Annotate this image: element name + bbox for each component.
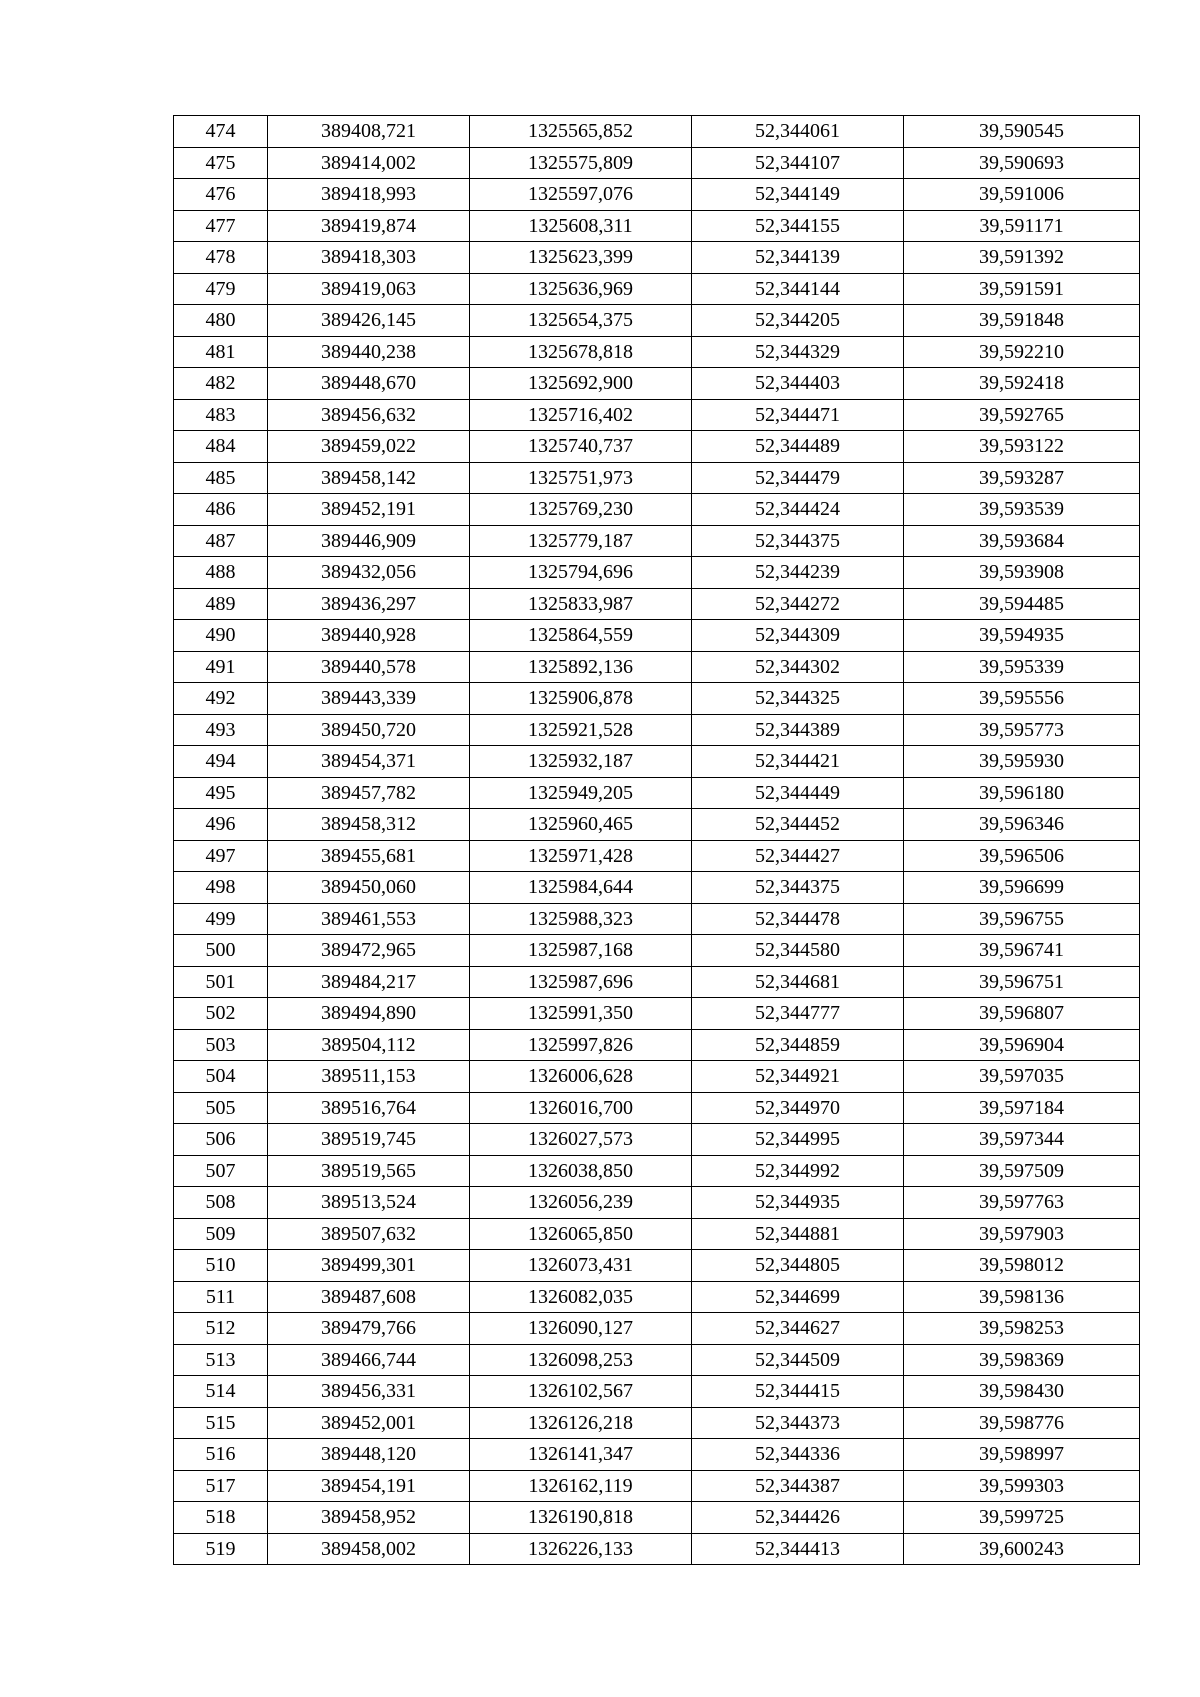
y-coordinate-cell: 1325987,696	[470, 966, 692, 998]
latitude-cell: 52,344107	[692, 147, 904, 179]
y-coordinate-cell: 1325921,528	[470, 714, 692, 746]
x-coordinate-cell: 389484,217	[268, 966, 470, 998]
x-coordinate-cell: 389499,301	[268, 1250, 470, 1282]
longitude-cell: 39,593287	[904, 462, 1140, 494]
point-number-cell: 493	[174, 714, 268, 746]
point-number-cell: 497	[174, 840, 268, 872]
point-number-cell: 488	[174, 557, 268, 589]
table-row	[174, 1250, 1140, 1282]
y-coordinate-cell: 1326082,035	[470, 1281, 692, 1313]
y-coordinate-cell: 1325988,323	[470, 903, 692, 935]
longitude-cell: 39,598136	[904, 1281, 1140, 1313]
table-row	[174, 872, 1140, 904]
table-row	[174, 462, 1140, 494]
table-row	[174, 557, 1140, 589]
point-number-cell: 499	[174, 903, 268, 935]
y-coordinate-cell: 1325906,878	[470, 683, 692, 715]
longitude-cell: 39,597903	[904, 1218, 1140, 1250]
latitude-cell: 52,344478	[692, 903, 904, 935]
point-number-cell: 479	[174, 273, 268, 305]
latitude-cell: 52,344421	[692, 746, 904, 778]
latitude-cell: 52,344424	[692, 494, 904, 526]
x-coordinate-cell: 389458,952	[268, 1502, 470, 1534]
longitude-cell: 39,598012	[904, 1250, 1140, 1282]
latitude-cell: 52,344373	[692, 1407, 904, 1439]
y-coordinate-cell: 1325960,465	[470, 809, 692, 841]
longitude-cell: 39,596904	[904, 1029, 1140, 1061]
longitude-cell: 39,597509	[904, 1155, 1140, 1187]
longitude-cell: 39,595556	[904, 683, 1140, 715]
table-row	[174, 1092, 1140, 1124]
latitude-cell: 52,344489	[692, 431, 904, 463]
y-coordinate-cell: 1326038,850	[470, 1155, 692, 1187]
x-coordinate-cell: 389432,056	[268, 557, 470, 589]
point-number-cell: 500	[174, 935, 268, 967]
x-coordinate-cell: 389458,312	[268, 809, 470, 841]
latitude-cell: 52,344921	[692, 1061, 904, 1093]
x-coordinate-cell: 389494,890	[268, 998, 470, 1030]
point-number-cell: 478	[174, 242, 268, 274]
longitude-cell: 39,595930	[904, 746, 1140, 778]
latitude-cell: 52,344415	[692, 1376, 904, 1408]
y-coordinate-cell: 1326141,347	[470, 1439, 692, 1471]
table-row	[174, 242, 1140, 274]
point-number-cell: 516	[174, 1439, 268, 1471]
y-coordinate-cell: 1325636,969	[470, 273, 692, 305]
table-row	[174, 210, 1140, 242]
latitude-cell: 52,344403	[692, 368, 904, 400]
x-coordinate-cell: 389418,993	[268, 179, 470, 211]
latitude-cell: 52,344859	[692, 1029, 904, 1061]
y-coordinate-cell: 1325932,187	[470, 746, 692, 778]
table-row	[174, 1218, 1140, 1250]
point-number-cell: 509	[174, 1218, 268, 1250]
x-coordinate-cell: 389519,745	[268, 1124, 470, 1156]
longitude-cell: 39,597763	[904, 1187, 1140, 1219]
latitude-cell: 52,344426	[692, 1502, 904, 1534]
table-row	[174, 809, 1140, 841]
table-row	[174, 147, 1140, 179]
x-coordinate-cell: 389408,721	[268, 116, 470, 148]
latitude-cell: 52,344239	[692, 557, 904, 589]
latitude-cell: 52,344309	[692, 620, 904, 652]
x-coordinate-cell: 389511,153	[268, 1061, 470, 1093]
x-coordinate-cell: 389454,371	[268, 746, 470, 778]
latitude-cell: 52,344061	[692, 116, 904, 148]
x-coordinate-cell: 389419,874	[268, 210, 470, 242]
table-row	[174, 399, 1140, 431]
y-coordinate-cell: 1325833,987	[470, 588, 692, 620]
longitude-cell: 39,596751	[904, 966, 1140, 998]
x-coordinate-cell: 389426,145	[268, 305, 470, 337]
latitude-cell: 52,344427	[692, 840, 904, 872]
x-coordinate-cell: 389418,303	[268, 242, 470, 274]
longitude-cell: 39,596807	[904, 998, 1140, 1030]
point-number-cell: 514	[174, 1376, 268, 1408]
point-number-cell: 502	[174, 998, 268, 1030]
longitude-cell: 39,596506	[904, 840, 1140, 872]
longitude-cell: 39,597344	[904, 1124, 1140, 1156]
latitude-cell: 52,344375	[692, 872, 904, 904]
x-coordinate-cell: 389479,766	[268, 1313, 470, 1345]
longitude-cell: 39,598997	[904, 1439, 1140, 1471]
table-row	[174, 903, 1140, 935]
x-coordinate-cell: 389446,909	[268, 525, 470, 557]
table-row	[174, 1155, 1140, 1187]
x-coordinate-cell: 389455,681	[268, 840, 470, 872]
y-coordinate-cell: 1325984,644	[470, 872, 692, 904]
table-row	[174, 525, 1140, 557]
latitude-cell: 52,344992	[692, 1155, 904, 1187]
latitude-cell: 52,344144	[692, 273, 904, 305]
y-coordinate-cell: 1325794,696	[470, 557, 692, 589]
table-row	[174, 1124, 1140, 1156]
point-number-cell: 482	[174, 368, 268, 400]
table-row	[174, 431, 1140, 463]
y-coordinate-cell: 1325597,076	[470, 179, 692, 211]
x-coordinate-cell: 389436,297	[268, 588, 470, 620]
longitude-cell: 39,593908	[904, 557, 1140, 589]
table-row	[174, 588, 1140, 620]
point-number-cell: 519	[174, 1533, 268, 1565]
y-coordinate-cell: 1325608,311	[470, 210, 692, 242]
y-coordinate-cell: 1325864,559	[470, 620, 692, 652]
table-row	[174, 840, 1140, 872]
x-coordinate-cell: 389504,112	[268, 1029, 470, 1061]
x-coordinate-cell: 389457,782	[268, 777, 470, 809]
x-coordinate-cell: 389443,339	[268, 683, 470, 715]
latitude-cell: 52,344155	[692, 210, 904, 242]
latitude-cell: 52,344479	[692, 462, 904, 494]
point-number-cell: 484	[174, 431, 268, 463]
table-row	[174, 1313, 1140, 1345]
point-number-cell: 512	[174, 1313, 268, 1345]
x-coordinate-cell: 389419,063	[268, 273, 470, 305]
latitude-cell: 52,344387	[692, 1470, 904, 1502]
latitude-cell: 52,344325	[692, 683, 904, 715]
x-coordinate-cell: 389440,238	[268, 336, 470, 368]
y-coordinate-cell: 1325575,809	[470, 147, 692, 179]
latitude-cell: 52,344681	[692, 966, 904, 998]
point-number-cell: 481	[174, 336, 268, 368]
y-coordinate-cell: 1326073,431	[470, 1250, 692, 1282]
table-row	[174, 336, 1140, 368]
latitude-cell: 52,344413	[692, 1533, 904, 1565]
x-coordinate-cell: 389458,142	[268, 462, 470, 494]
point-number-cell: 492	[174, 683, 268, 715]
y-coordinate-cell: 1325779,187	[470, 525, 692, 557]
y-coordinate-cell: 1326162,119	[470, 1470, 692, 1502]
y-coordinate-cell: 1326065,850	[470, 1218, 692, 1250]
coordinates-table-body	[174, 116, 1140, 1565]
table-row	[174, 1407, 1140, 1439]
x-coordinate-cell: 389513,524	[268, 1187, 470, 1219]
table-row	[174, 651, 1140, 683]
longitude-cell: 39,591591	[904, 273, 1140, 305]
point-number-cell: 485	[174, 462, 268, 494]
longitude-cell: 39,593122	[904, 431, 1140, 463]
point-number-cell: 505	[174, 1092, 268, 1124]
longitude-cell: 39,591006	[904, 179, 1140, 211]
table-row	[174, 683, 1140, 715]
longitude-cell: 39,593539	[904, 494, 1140, 526]
table-row	[174, 1533, 1140, 1565]
table-row	[174, 935, 1140, 967]
longitude-cell: 39,595773	[904, 714, 1140, 746]
x-coordinate-cell: 389516,764	[268, 1092, 470, 1124]
point-number-cell: 504	[174, 1061, 268, 1093]
point-number-cell: 513	[174, 1344, 268, 1376]
point-number-cell: 507	[174, 1155, 268, 1187]
y-coordinate-cell: 1325971,428	[470, 840, 692, 872]
y-coordinate-cell: 1325716,402	[470, 399, 692, 431]
latitude-cell: 52,344935	[692, 1187, 904, 1219]
y-coordinate-cell: 1325740,737	[470, 431, 692, 463]
point-number-cell: 490	[174, 620, 268, 652]
longitude-cell: 39,592418	[904, 368, 1140, 400]
point-number-cell: 518	[174, 1502, 268, 1534]
point-number-cell: 503	[174, 1029, 268, 1061]
table-row	[174, 777, 1140, 809]
y-coordinate-cell: 1326190,818	[470, 1502, 692, 1534]
x-coordinate-cell: 389461,553	[268, 903, 470, 935]
x-coordinate-cell: 389440,578	[268, 651, 470, 683]
point-number-cell: 477	[174, 210, 268, 242]
y-coordinate-cell: 1325678,818	[470, 336, 692, 368]
longitude-cell: 39,596180	[904, 777, 1140, 809]
x-coordinate-cell: 389487,608	[268, 1281, 470, 1313]
y-coordinate-cell: 1326102,567	[470, 1376, 692, 1408]
y-coordinate-cell: 1325997,826	[470, 1029, 692, 1061]
table-row	[174, 966, 1140, 998]
longitude-cell: 39,590693	[904, 147, 1140, 179]
longitude-cell: 39,593684	[904, 525, 1140, 557]
longitude-cell: 39,596346	[904, 809, 1140, 841]
x-coordinate-cell: 389472,965	[268, 935, 470, 967]
point-number-cell: 515	[174, 1407, 268, 1439]
table-row	[174, 1439, 1140, 1471]
longitude-cell: 39,599725	[904, 1502, 1140, 1534]
x-coordinate-cell: 389414,002	[268, 147, 470, 179]
table-row	[174, 714, 1140, 746]
point-number-cell: 483	[174, 399, 268, 431]
point-number-cell: 475	[174, 147, 268, 179]
point-number-cell: 486	[174, 494, 268, 526]
longitude-cell: 39,598430	[904, 1376, 1140, 1408]
x-coordinate-cell: 389448,670	[268, 368, 470, 400]
table-row	[174, 1344, 1140, 1376]
table-row	[174, 1187, 1140, 1219]
y-coordinate-cell: 1326027,573	[470, 1124, 692, 1156]
x-coordinate-cell: 389452,001	[268, 1407, 470, 1439]
longitude-cell: 39,594935	[904, 620, 1140, 652]
latitude-cell: 52,344881	[692, 1218, 904, 1250]
latitude-cell: 52,344452	[692, 809, 904, 841]
point-number-cell: 489	[174, 588, 268, 620]
latitude-cell: 52,344970	[692, 1092, 904, 1124]
y-coordinate-cell: 1325987,168	[470, 935, 692, 967]
longitude-cell: 39,596699	[904, 872, 1140, 904]
table-row	[174, 998, 1140, 1030]
point-number-cell: 498	[174, 872, 268, 904]
y-coordinate-cell: 1326126,218	[470, 1407, 692, 1439]
y-coordinate-cell: 1325892,136	[470, 651, 692, 683]
latitude-cell: 52,344509	[692, 1344, 904, 1376]
y-coordinate-cell: 1326226,133	[470, 1533, 692, 1565]
y-coordinate-cell: 1325751,973	[470, 462, 692, 494]
longitude-cell: 39,595339	[904, 651, 1140, 683]
latitude-cell: 52,344471	[692, 399, 904, 431]
x-coordinate-cell: 389507,632	[268, 1218, 470, 1250]
longitude-cell: 39,591848	[904, 305, 1140, 337]
latitude-cell: 52,344389	[692, 714, 904, 746]
latitude-cell: 52,344449	[692, 777, 904, 809]
latitude-cell: 52,344627	[692, 1313, 904, 1345]
table-row	[174, 305, 1140, 337]
x-coordinate-cell: 389454,191	[268, 1470, 470, 1502]
x-coordinate-cell: 389448,120	[268, 1439, 470, 1471]
table-row	[174, 746, 1140, 778]
latitude-cell: 52,344699	[692, 1281, 904, 1313]
longitude-cell: 39,598253	[904, 1313, 1140, 1345]
x-coordinate-cell: 389452,191	[268, 494, 470, 526]
point-number-cell: 510	[174, 1250, 268, 1282]
longitude-cell: 39,590545	[904, 116, 1140, 148]
y-coordinate-cell: 1325692,900	[470, 368, 692, 400]
longitude-cell: 39,597184	[904, 1092, 1140, 1124]
coordinates-table	[173, 115, 1140, 1565]
point-number-cell: 517	[174, 1470, 268, 1502]
longitude-cell: 39,596741	[904, 935, 1140, 967]
point-number-cell: 474	[174, 116, 268, 148]
point-number-cell: 495	[174, 777, 268, 809]
table-row	[174, 620, 1140, 652]
latitude-cell: 52,344995	[692, 1124, 904, 1156]
table-row	[174, 1376, 1140, 1408]
point-number-cell: 494	[174, 746, 268, 778]
x-coordinate-cell: 389458,002	[268, 1533, 470, 1565]
longitude-cell: 39,594485	[904, 588, 1140, 620]
point-number-cell: 487	[174, 525, 268, 557]
longitude-cell: 39,596755	[904, 903, 1140, 935]
latitude-cell: 52,344375	[692, 525, 904, 557]
table-row	[174, 116, 1140, 148]
point-number-cell: 506	[174, 1124, 268, 1156]
longitude-cell: 39,599303	[904, 1470, 1140, 1502]
y-coordinate-cell: 1325949,205	[470, 777, 692, 809]
latitude-cell: 52,344272	[692, 588, 904, 620]
latitude-cell: 52,344777	[692, 998, 904, 1030]
table-row	[174, 273, 1140, 305]
y-coordinate-cell: 1325623,399	[470, 242, 692, 274]
longitude-cell: 39,600243	[904, 1533, 1140, 1565]
x-coordinate-cell: 389450,060	[268, 872, 470, 904]
longitude-cell: 39,598776	[904, 1407, 1140, 1439]
latitude-cell: 52,344139	[692, 242, 904, 274]
latitude-cell: 52,344336	[692, 1439, 904, 1471]
x-coordinate-cell: 389456,331	[268, 1376, 470, 1408]
latitude-cell: 52,344329	[692, 336, 904, 368]
x-coordinate-cell: 389466,744	[268, 1344, 470, 1376]
point-number-cell: 501	[174, 966, 268, 998]
point-number-cell: 476	[174, 179, 268, 211]
table-row	[174, 1470, 1140, 1502]
y-coordinate-cell: 1326090,127	[470, 1313, 692, 1345]
y-coordinate-cell: 1325565,852	[470, 116, 692, 148]
x-coordinate-cell: 389440,928	[268, 620, 470, 652]
y-coordinate-cell: 1326098,253	[470, 1344, 692, 1376]
table-row	[174, 1061, 1140, 1093]
x-coordinate-cell: 389456,632	[268, 399, 470, 431]
table-row	[174, 1029, 1140, 1061]
longitude-cell: 39,591392	[904, 242, 1140, 274]
latitude-cell: 52,344805	[692, 1250, 904, 1282]
y-coordinate-cell: 1326006,628	[470, 1061, 692, 1093]
x-coordinate-cell: 389459,022	[268, 431, 470, 463]
point-number-cell: 480	[174, 305, 268, 337]
table-row	[174, 368, 1140, 400]
y-coordinate-cell: 1325991,350	[470, 998, 692, 1030]
point-number-cell: 511	[174, 1281, 268, 1313]
longitude-cell: 39,598369	[904, 1344, 1140, 1376]
latitude-cell: 52,344205	[692, 305, 904, 337]
table-row	[174, 1281, 1140, 1313]
table-row	[174, 494, 1140, 526]
longitude-cell: 39,597035	[904, 1061, 1140, 1093]
y-coordinate-cell: 1326056,239	[470, 1187, 692, 1219]
latitude-cell: 52,344149	[692, 179, 904, 211]
point-number-cell: 508	[174, 1187, 268, 1219]
y-coordinate-cell: 1325654,375	[470, 305, 692, 337]
latitude-cell: 52,344302	[692, 651, 904, 683]
longitude-cell: 39,592210	[904, 336, 1140, 368]
table-row	[174, 179, 1140, 211]
y-coordinate-cell: 1326016,700	[470, 1092, 692, 1124]
point-number-cell: 496	[174, 809, 268, 841]
latitude-cell: 52,344580	[692, 935, 904, 967]
x-coordinate-cell: 389519,565	[268, 1155, 470, 1187]
longitude-cell: 39,592765	[904, 399, 1140, 431]
x-coordinate-cell: 389450,720	[268, 714, 470, 746]
point-number-cell: 491	[174, 651, 268, 683]
longitude-cell: 39,591171	[904, 210, 1140, 242]
y-coordinate-cell: 1325769,230	[470, 494, 692, 526]
table-row	[174, 1502, 1140, 1534]
